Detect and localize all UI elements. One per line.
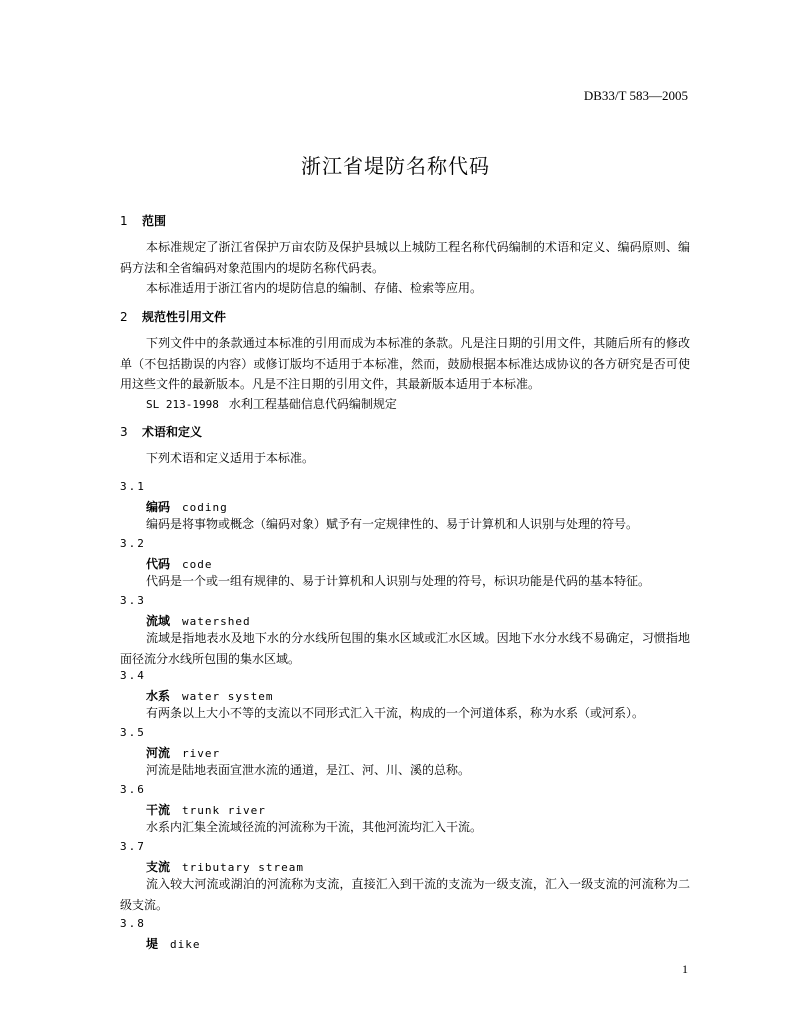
paragraph: 下列术语和定义适用于本标准。 [146,451,315,465]
term-zh: 编码 [146,500,171,514]
term-number: 3.5 [120,726,146,739]
section-title: 规范性引用文件 [142,310,227,324]
paragraph: 下列文件中的条款通过本标准的引用而成为本标准的条款。凡是注日期的引用文件，其随后所有的修改单（不包括勘误的内容）或修订版均不适用于本标准，然而，鼓励根据本标准达成协议的各方研究是否可使用这些文件的最新版本。凡是不注日期的引用文件，其最新版本适用于本标准。 [120,336,690,391]
reference-item [146,395,397,412]
section-number: 1 [120,214,128,228]
section-title: 范围 [142,214,167,228]
paragraph: 本标准规定了浙江省保护万亩农防及保护县城以上城防工程名称代码编制的术语和定义、编码原则、编码方法和全省编码对象范围内的堤防名称代码表。 [120,240,690,275]
reference-title: 水利工程基础信息代码编制规定 [228,397,397,411]
term-heading [146,498,228,515]
term-definition: 流域是指地表水及地下水的分水线所包围的集水区域或汇水区域。因地下水分水线不易确定，习惯指地面径流分水线所包围的集水区域。 [120,631,690,666]
term-definition: 代码是一个或一组有规律的、易于计算机和人识别与处理的符号，标识功能是代码的基本特征。 [146,574,651,588]
term-number: 3.3 [120,594,146,607]
page-number: 1 [682,962,688,976]
term-en: coding [182,501,228,514]
term-en: dike [170,938,201,951]
term-number: 3.1 [120,480,146,493]
term-zh: 干流 [146,803,171,817]
term-definition: 有两条以上大小不等的支流以不同形式汇入干流，构成的一个河道体系，称为水系（或河系）。 [146,706,645,720]
term-zh: 流域 [146,614,171,628]
term-heading [146,555,213,572]
term-number: 3.8 [120,917,146,930]
page-title: 浙江省堤防名称代码 [301,154,490,178]
term-number: 3.6 [120,783,146,796]
term-number: 3.4 [120,669,146,682]
term-heading [146,801,266,818]
reference-code: SL 213-1998 [146,398,219,411]
term-zh: 河流 [146,746,171,760]
section-heading-2 [120,308,226,325]
term-zh: 支流 [146,860,171,874]
document-code: DB33/T 583—2005 [583,88,688,103]
section-title: 术语和定义 [142,425,203,439]
section-heading-1 [120,212,166,229]
term-definition: 河流是陆地表面宣泄水流的通道，是江、河、川、溪的总称。 [146,763,471,777]
term-number: 3.2 [120,537,146,550]
term-number: 3.7 [120,840,146,853]
term-heading [146,612,251,629]
term-en: watershed [182,615,251,628]
term-zh: 堤 [146,937,159,951]
term-zh: 水系 [146,689,171,703]
term-definition: 水系内汇集全流域径流的河流称为干流，其他河流均汇入干流。 [146,820,483,834]
term-en: trunk river [182,804,266,817]
term-heading [146,858,304,875]
section-number: 3 [120,425,128,439]
term-en: tributary stream [182,861,304,874]
section-heading-3 [120,423,202,440]
term-en: water system [182,690,274,703]
term-heading [146,744,220,761]
paragraph: 本标准适用于浙江省内的堤防信息的编制、存储、检索等应用。 [146,281,483,295]
section-number: 2 [120,310,128,324]
term-heading [146,687,274,704]
term-definition: 编码是将事物或概念（编码对象）赋予有一定规律性的、易于计算机和人识别与处理的符号。 [146,517,639,531]
term-heading [146,935,201,952]
term-definition: 流入较大河流或湖泊的河流称为支流，直接汇入到干流的支流为一级支流，汇入一级支流的河流称为二级支流。 [120,877,690,912]
term-en: river [182,747,221,760]
term-zh: 代码 [146,557,171,571]
term-en: code [182,558,213,571]
